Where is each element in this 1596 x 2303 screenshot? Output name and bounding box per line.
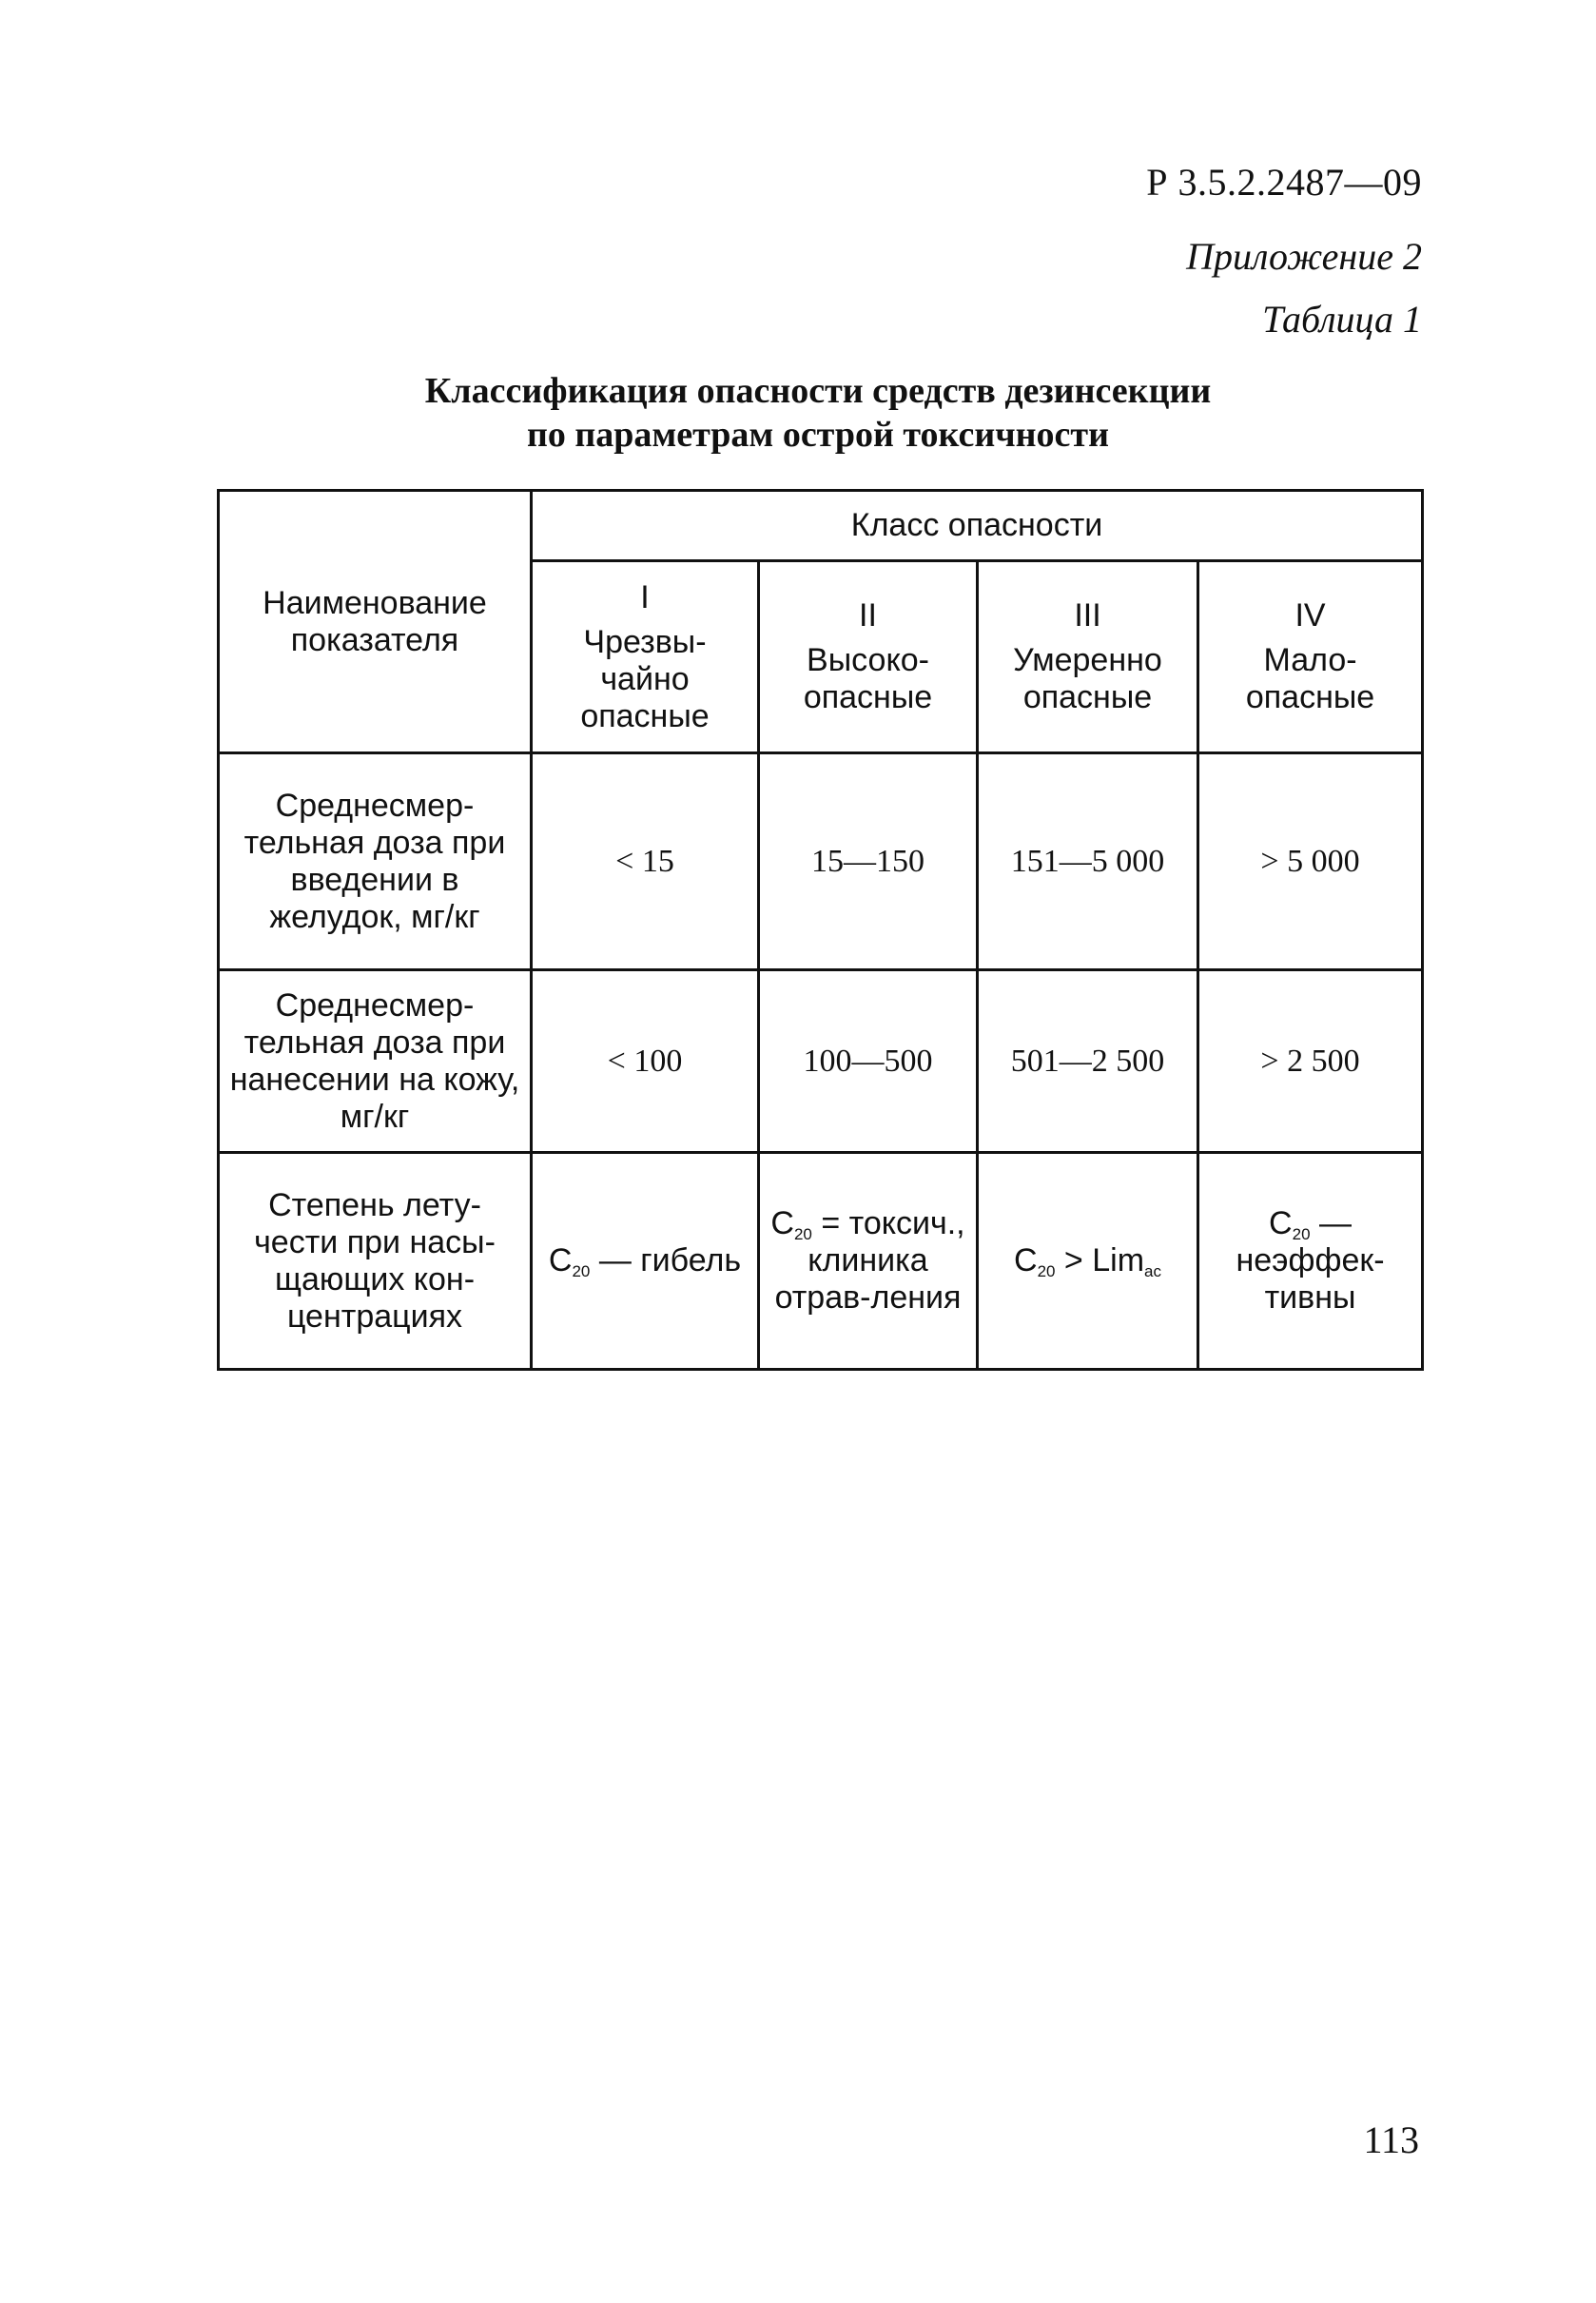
class-roman: IV <box>1294 597 1326 634</box>
hazard-classification-table <box>217 489 1424 1371</box>
table-title-line-1: Классификация опасности средств дезинсекции <box>424 371 1212 411</box>
value-cell <box>759 1153 978 1370</box>
table-row <box>219 753 1423 970</box>
value-cell: 501—2 500 <box>978 970 1198 1153</box>
value-text: > Lim <box>1055 1242 1145 1278</box>
class-label: Высоко-опасные <box>803 642 933 715</box>
value-cell <box>978 1153 1198 1370</box>
table-title <box>219 369 1417 457</box>
class-roman: II <box>859 597 877 634</box>
indicator-header: Наименование показателя <box>219 491 532 753</box>
page-number: 113 <box>1363 2118 1419 2161</box>
indicator-cell: Среднесмер-тельная доза при введении в желудок, мг/кг <box>219 753 532 970</box>
value-cell: > 5 000 <box>1198 753 1423 970</box>
concentration-symbol: C <box>548 1242 573 1278</box>
table-row <box>219 1153 1423 1370</box>
concentration-symbol: C <box>770 1205 794 1241</box>
class-header-cell <box>978 561 1198 753</box>
class-header-cell <box>759 561 978 753</box>
class-roman: I <box>640 578 650 615</box>
value-cell: 100—500 <box>759 970 978 1153</box>
table-title-line-2: по параметрам острой токсичности <box>527 415 1109 455</box>
hazard-class-header: Класс опасности <box>532 491 1423 561</box>
value-cell: > 2 500 <box>1198 970 1423 1153</box>
value-cell: 151—5 000 <box>978 753 1198 970</box>
doc-code: Р 3.5.2.2487—09 <box>1146 161 1422 204</box>
value-cell: < 100 <box>532 970 759 1153</box>
class-header-cell <box>1198 561 1423 753</box>
class-label: Умеренно опасные <box>1013 642 1162 715</box>
value-cell <box>1198 1153 1423 1370</box>
class-header-cell <box>532 561 759 753</box>
indicator-cell: Среднесмер-тельная доза при нанесении на кожу, мг/кг <box>219 970 532 1153</box>
concentration-subscript: 20 <box>793 1225 812 1243</box>
concentration-symbol: C <box>1269 1205 1293 1241</box>
class-label: Мало-опасные <box>1245 642 1375 715</box>
value-cell: 15—150 <box>759 753 978 970</box>
indicator-cell: Степень лету-чести при насы-щающих кон-центрациях <box>219 1153 532 1370</box>
table-header-row-1 <box>219 491 1423 561</box>
concentration-symbol: C <box>1014 1242 1038 1278</box>
concentration-subscript: 20 <box>1292 1225 1311 1243</box>
class-roman: III <box>1074 597 1101 634</box>
table-row <box>219 970 1423 1153</box>
value-cell <box>532 1153 759 1370</box>
value-text: — неэффек-тивны <box>1236 1205 1385 1316</box>
value-text: — гибель <box>590 1242 742 1278</box>
appendix-label: Приложение 2 <box>1186 235 1422 278</box>
table-label: Таблица 1 <box>1262 298 1422 341</box>
value-cell: < 15 <box>532 753 759 970</box>
concentration-subscript: 20 <box>1037 1262 1056 1280</box>
concentration-subscript: 20 <box>572 1262 591 1280</box>
value-text: = токсич., клиника отрав-ления <box>774 1205 965 1316</box>
class-label: Чрезвы-чайно опасные <box>580 623 710 734</box>
limit-subscript: ac <box>1144 1262 1161 1280</box>
